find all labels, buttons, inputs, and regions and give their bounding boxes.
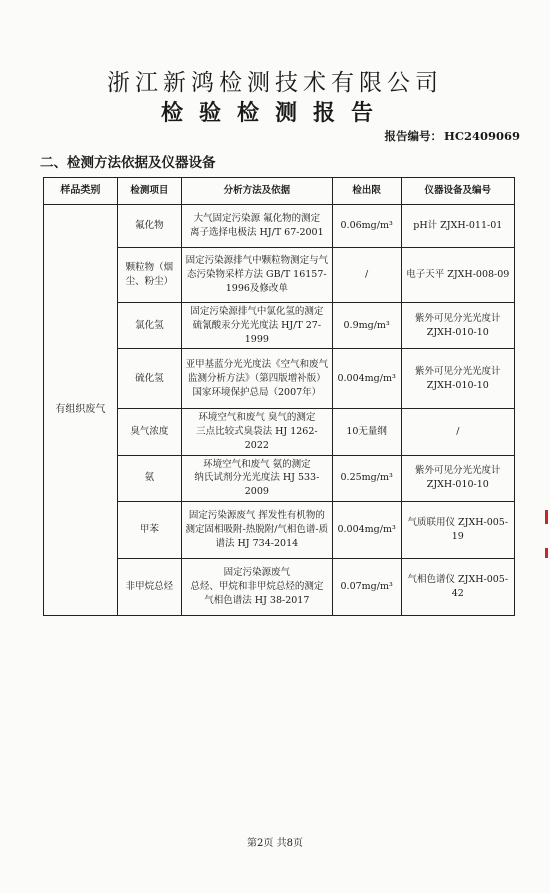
method-line: 总烃、甲烷和非甲烷总烃的测定 <box>190 581 324 592</box>
limit-cell: 10无量纲 <box>332 409 401 455</box>
equipment-line: pH计 ZJXH-011-01 <box>413 220 503 232</box>
equipment-line: / <box>456 426 460 438</box>
limit-cell: 0.004mg/m³ <box>332 501 401 558</box>
method-line: 硫氰酸汞分光光度法 HJ/T 27-1999 <box>192 319 322 345</box>
method-line: 大气固定污染源 氟化物的测定 <box>193 213 321 225</box>
equipment-line: ZJXH-010-10 <box>426 479 489 491</box>
equipment-line: 气相色谱仪 ZJXH-005-42 <box>407 574 509 599</box>
header-sample-category: 样品类别 <box>44 178 118 205</box>
limit-cell: 0.25mg/m³ <box>332 455 401 501</box>
method-cell <box>181 303 332 349</box>
method-cell <box>181 409 332 455</box>
method-cell <box>181 455 332 501</box>
method-cell <box>181 501 332 558</box>
method-cell <box>181 349 332 409</box>
test-item: 臭气浓度 <box>117 409 181 455</box>
limit-cell: 0.9mg/m³ <box>332 303 401 349</box>
table-row <box>44 205 515 248</box>
limit-cell: 0.06mg/m³ <box>332 205 401 248</box>
method-line: 纳氏试剂分光光度法 HJ 533-2009 <box>194 472 320 498</box>
equipment-cell <box>401 303 514 349</box>
method-line: 离子选择电极法 HJ/T 67-2001 <box>190 227 324 238</box>
equipment-line: ZJXH-010-10 <box>426 379 489 391</box>
equipment-cell <box>401 409 514 455</box>
equipment-cell <box>401 501 514 558</box>
table-header-row <box>44 178 515 205</box>
header-method: 分析方法及依据 <box>181 178 332 205</box>
header-test-item: 检测项目 <box>117 178 181 205</box>
test-item: 氯化氢 <box>117 303 181 349</box>
equipment-cell <box>401 349 514 409</box>
report-number <box>382 128 520 144</box>
method-cell <box>181 558 332 615</box>
edge-seal-mark <box>545 510 548 524</box>
method-equipment-table <box>43 177 515 616</box>
equipment-cell <box>401 248 514 303</box>
test-item: 硫化氢 <box>117 349 181 409</box>
equipment-cell <box>401 205 514 248</box>
equipment-line: 气质联用仪 ZJXH-005-19 <box>407 517 509 542</box>
method-cell <box>181 248 332 303</box>
header-detection-limit: 检出限 <box>332 178 401 205</box>
test-item: 甲苯 <box>117 501 181 558</box>
equipment-cell <box>401 558 514 615</box>
sample-category-cell: 有组织废气 <box>44 205 118 616</box>
limit-cell: 0.07mg/m³ <box>332 558 401 615</box>
equipment-line: 紫外可见分光光度计 <box>415 366 501 378</box>
header-equipment: 仪器设备及编号 <box>401 178 514 205</box>
test-item: 氨 <box>117 455 181 501</box>
report-number-label: 报告编号： <box>384 129 442 143</box>
method-line: 环境空气和废气 臭气的测定 <box>198 412 316 424</box>
edge-seal-mark <box>545 548 548 558</box>
equipment-line: ZJXH-010-10 <box>426 326 489 338</box>
page-footer: 第2页 共8页 <box>247 838 303 849</box>
test-item: 颗粒物（烟尘、粉尘） <box>117 248 181 303</box>
test-item: 非甲烷总烃 <box>117 558 181 615</box>
company-name: 浙江新鸿检测技术有限公司 <box>107 70 443 96</box>
method-line: 亚甲基蓝分光光度法《空气和废气监测分析方法》（第四版增补版）国家环境保护总局（2007年） <box>185 359 329 398</box>
equipment-line: 电子天平 ZJXH-008-09 <box>406 269 510 281</box>
method-line: 气相色谱法 HJ 38-2017 <box>204 594 310 606</box>
equipment-line: 紫外可见分光光度计 <box>415 312 501 324</box>
equipment-line: 紫外可见分光光度计 <box>415 465 501 477</box>
report-title: 检验检测报告 <box>160 100 389 126</box>
method-line: 固定污染源排气中氯化氢的测定 <box>190 306 324 317</box>
method-line: 固定污染源废气 <box>223 567 291 579</box>
limit-cell: / <box>332 248 401 303</box>
test-item: 氟化物 <box>117 205 181 248</box>
section-title: 二、检测方法依据及仪器设备 <box>40 155 216 171</box>
limit-cell: 0.004mg/m³ <box>332 349 401 409</box>
method-cell <box>181 205 332 248</box>
report-number-value: HC2409069 <box>443 129 520 143</box>
equipment-cell <box>401 455 514 501</box>
method-line: 三点比较式臭袋法 HJ 1262-2022 <box>196 426 318 451</box>
method-line: 固定污染源废气 挥发性有机物的测定固相吸附-热脱附/气相色谱-质谱法 HJ 734-2014 <box>185 510 329 549</box>
method-line: 环境空气和废气 氨的测定 <box>203 458 311 470</box>
method-line: 固定污染源排气中颗粒物测定与气态污染物采样方法 GB/T 16157-1996及修改单 <box>185 255 329 294</box>
